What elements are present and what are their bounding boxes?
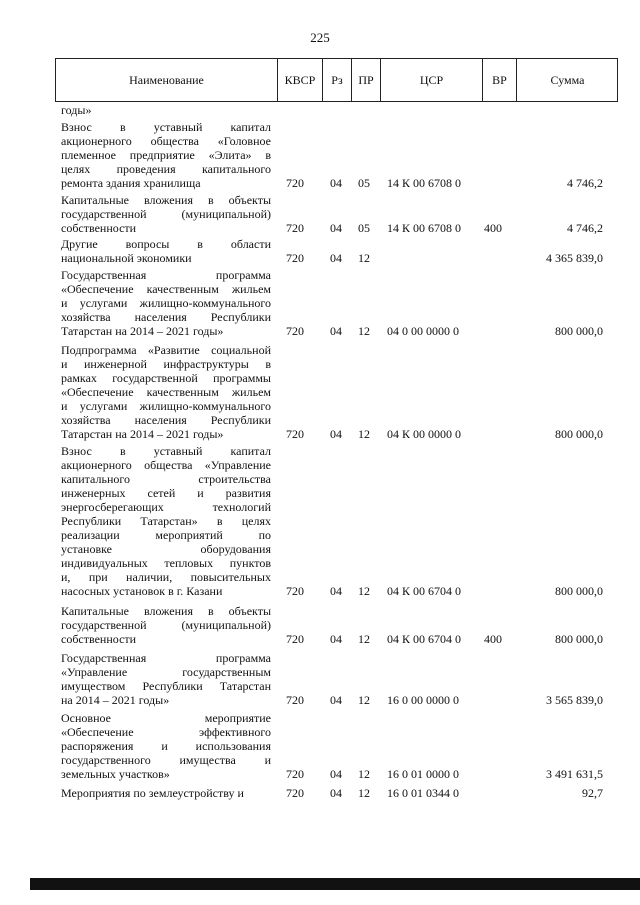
row-name-line: Другие вопросы в области	[61, 237, 271, 251]
row-name-line: хозяйства населения Республики	[61, 310, 271, 324]
row-name	[61, 120, 271, 190]
row-name-line: насосных установок в г. Казани	[61, 584, 223, 598]
page-number: 225	[310, 30, 330, 45]
row-pr: 12	[358, 693, 370, 707]
row-name	[61, 651, 271, 707]
row-name-line: рамках государственной программы	[61, 371, 271, 385]
row-vr: 400	[484, 221, 502, 235]
row-name-line: акционерного общества «Управление	[61, 458, 271, 472]
row-name-line: на 2014 – 2021 годы»	[61, 693, 170, 707]
header-sum: Сумма	[516, 59, 618, 101]
row-sum: 4 365 839,0	[546, 251, 603, 265]
row-rz: 04	[330, 786, 342, 800]
row-name-line: распоряжения и использования	[61, 739, 271, 753]
row-name-line: энергосберегающих технологий	[61, 500, 271, 514]
row-sum: 800 000,0	[555, 584, 603, 598]
row-kvsr: 720	[286, 693, 304, 707]
header-csr: ЦСР	[380, 59, 482, 101]
row-name-line: акционерного общества «Головное	[61, 134, 271, 148]
row-name-line: Татарстан на 2014 – 2021 годы»	[61, 324, 224, 338]
row-name-line: целях проведения капитального	[61, 162, 271, 176]
row-pr: 12	[358, 427, 370, 441]
row-name	[61, 343, 271, 441]
row-name	[61, 103, 271, 117]
row-name-line: «Обеспечение качественным жильем	[61, 282, 271, 296]
row-vr: 400	[484, 632, 502, 646]
row-name-line: и услугами жилищно-коммунального	[61, 296, 271, 310]
row-name-line: собственности	[61, 632, 137, 646]
row-name-line: «Обеспечение качественным жильем	[61, 385, 271, 399]
row-name-line: «Управление государственным	[61, 665, 271, 679]
row-name-line: государственного имущества и	[61, 753, 271, 767]
row-pr: 12	[358, 324, 370, 338]
row-csr: 04 К 00 6704 0	[387, 632, 462, 646]
row-name-line: Капитальные вложения в объекты	[61, 604, 271, 618]
row-name	[61, 604, 271, 646]
row-pr: 12	[358, 584, 370, 598]
row-kvsr: 720	[286, 786, 304, 800]
row-kvsr: 720	[286, 584, 304, 598]
row-name-line: Государственная программа	[61, 268, 271, 282]
header-name: Наименование	[129, 73, 204, 87]
row-name-line: годы»	[61, 103, 92, 117]
row-name	[61, 711, 271, 781]
row-sum: 800 000,0	[555, 427, 603, 441]
row-name-line: хозяйства населения Республики	[61, 413, 271, 427]
row-sum: 800 000,0	[555, 324, 603, 338]
row-name-line: и услугами жилищно-коммунального	[61, 399, 271, 413]
row-name-line: капитального строительства	[61, 472, 271, 486]
row-name-line: государственной (муниципальной)	[61, 618, 271, 632]
row-name-line: Государственная программа	[61, 651, 271, 665]
row-name-line: Татарстан на 2014 – 2021 годы»	[61, 427, 224, 441]
row-sum: 92,7	[582, 786, 603, 800]
row-rz: 04	[330, 251, 342, 265]
scan-edge-bar	[30, 878, 640, 890]
row-name-line: индивидуальных тепловых пунктов	[61, 556, 271, 570]
row-name-line: земельных участков»	[61, 767, 170, 781]
row-name	[61, 268, 271, 338]
row-sum: 4 746,2	[567, 221, 603, 235]
row-name-line: и инженерной инфраструктуры в	[61, 357, 271, 371]
row-name-line: Основное мероприятие	[61, 711, 271, 725]
row-sum: 3 565 839,0	[546, 693, 603, 707]
table-header	[55, 58, 618, 102]
header-kvsr: КВСР	[277, 59, 322, 101]
row-kvsr: 720	[286, 251, 304, 265]
row-rz: 04	[330, 767, 342, 781]
row-pr: 12	[358, 767, 370, 781]
header-rz: Рз	[322, 59, 351, 101]
row-name	[61, 786, 271, 800]
row-pr: 05	[358, 176, 370, 190]
row-pr: 12	[358, 632, 370, 646]
row-csr: 16 0 01 0344 0	[387, 786, 459, 800]
row-rz: 04	[330, 584, 342, 598]
row-csr: 14 К 00 6708 0	[387, 221, 462, 235]
row-rz: 04	[330, 693, 342, 707]
row-name-line: и, при наличии, повысительных	[61, 570, 271, 584]
row-rz: 04	[330, 221, 342, 235]
row-name	[61, 237, 271, 265]
row-name-line: ремонта здания хранилища	[61, 176, 201, 190]
row-rz: 04	[330, 427, 342, 441]
row-name-line: Капитальные вложения в объекты	[61, 193, 271, 207]
row-pr: 05	[358, 221, 370, 235]
row-kvsr: 720	[286, 632, 304, 646]
row-name-line: инженерных сетей и развития	[61, 486, 271, 500]
row-kvsr: 720	[286, 427, 304, 441]
row-rz: 04	[330, 632, 342, 646]
row-name-line: Мероприятия по землеустройству и	[61, 786, 244, 800]
row-csr: 16 0 01 0000 0	[387, 767, 459, 781]
row-kvsr: 720	[286, 767, 304, 781]
row-sum: 4 746,2	[567, 176, 603, 190]
row-name-line: реализации мероприятий по	[61, 528, 271, 542]
row-name-line: собственности	[61, 221, 137, 235]
row-pr: 12	[358, 251, 370, 265]
header-pr: ПР	[351, 59, 380, 101]
row-name-line: установке оборудования	[61, 542, 271, 556]
row-name-line: государственной (муниципальной)	[61, 207, 271, 221]
row-csr: 04 К 00 6704 0	[387, 584, 462, 598]
row-csr: 04 К 00 0000 0	[387, 427, 462, 441]
row-kvsr: 720	[286, 221, 304, 235]
row-pr: 12	[358, 786, 370, 800]
row-name-line: племенное предприятие «Элита» в	[61, 148, 271, 162]
row-kvsr: 720	[286, 324, 304, 338]
row-name-line: национальной экономики	[61, 251, 192, 265]
row-name	[61, 193, 271, 235]
row-sum: 3 491 631,5	[546, 767, 603, 781]
row-name	[61, 444, 271, 598]
row-rz: 04	[330, 176, 342, 190]
row-sum: 800 000,0	[555, 632, 603, 646]
row-kvsr: 720	[286, 176, 304, 190]
row-name-line: Подпрограмма «Развитие социальной	[61, 343, 271, 357]
row-csr: 16 0 00 0000 0	[387, 693, 459, 707]
row-csr: 04 0 00 0000 0	[387, 324, 459, 338]
row-name-line: «Обеспечение эффективного	[61, 725, 271, 739]
row-csr: 14 К 00 6708 0	[387, 176, 462, 190]
row-name-line: имуществом Республики Татарстан	[61, 679, 271, 693]
row-name-line: Республики Татарстан» в целях	[61, 514, 271, 528]
row-name-line: Взнос в уставный капитал	[61, 444, 271, 458]
header-vr: ВР	[482, 59, 516, 101]
row-rz: 04	[330, 324, 342, 338]
row-name-line: Взнос в уставный капитал	[61, 120, 271, 134]
